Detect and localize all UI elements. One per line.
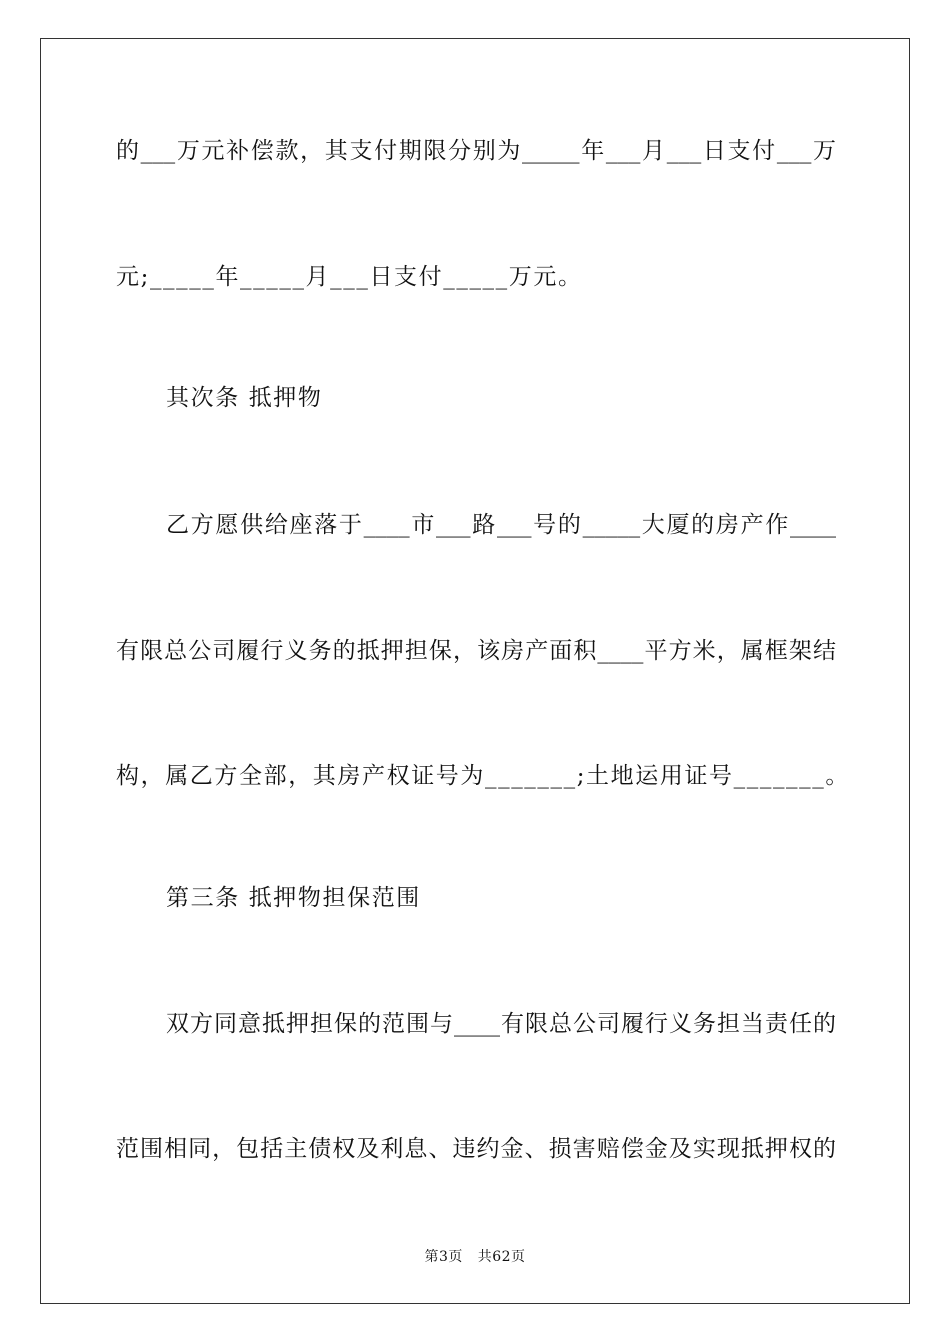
page-border (40, 38, 910, 1304)
paragraph-line-6: 双方同意抵押担保的范围与____有限总公司履行义务担当责任的 (166, 1011, 836, 1037)
page-number-footer: 第3页 共62页 (424, 1249, 526, 1265)
section-heading-2: 其次条 抵押物 (166, 385, 323, 411)
paragraph-line-3: 乙方愿供给座落于____市___路___号的_____大厦的房产作____ (166, 512, 836, 538)
paragraph-line-1: 的___万元补偿款，其支付期限分别为_____年___月___日支付___万 (116, 138, 836, 164)
paragraph-line-2: 元;_____年_____月___日支付_____万元。 (116, 264, 583, 290)
paragraph-line-7: 范围相同，包括主债权及利息、违约金、损害赔偿金及实现抵押权的 (116, 1136, 836, 1162)
paragraph-line-5: 构，属乙方全部，其房产权证号为_______;土地运用证号_______。 (116, 763, 850, 789)
paragraph-line-4: 有限总公司履行义务的抵押担保，该房产面积____平方米，属框架结 (116, 638, 836, 664)
section-heading-3: 第三条 抵押物担保范围 (166, 885, 421, 911)
